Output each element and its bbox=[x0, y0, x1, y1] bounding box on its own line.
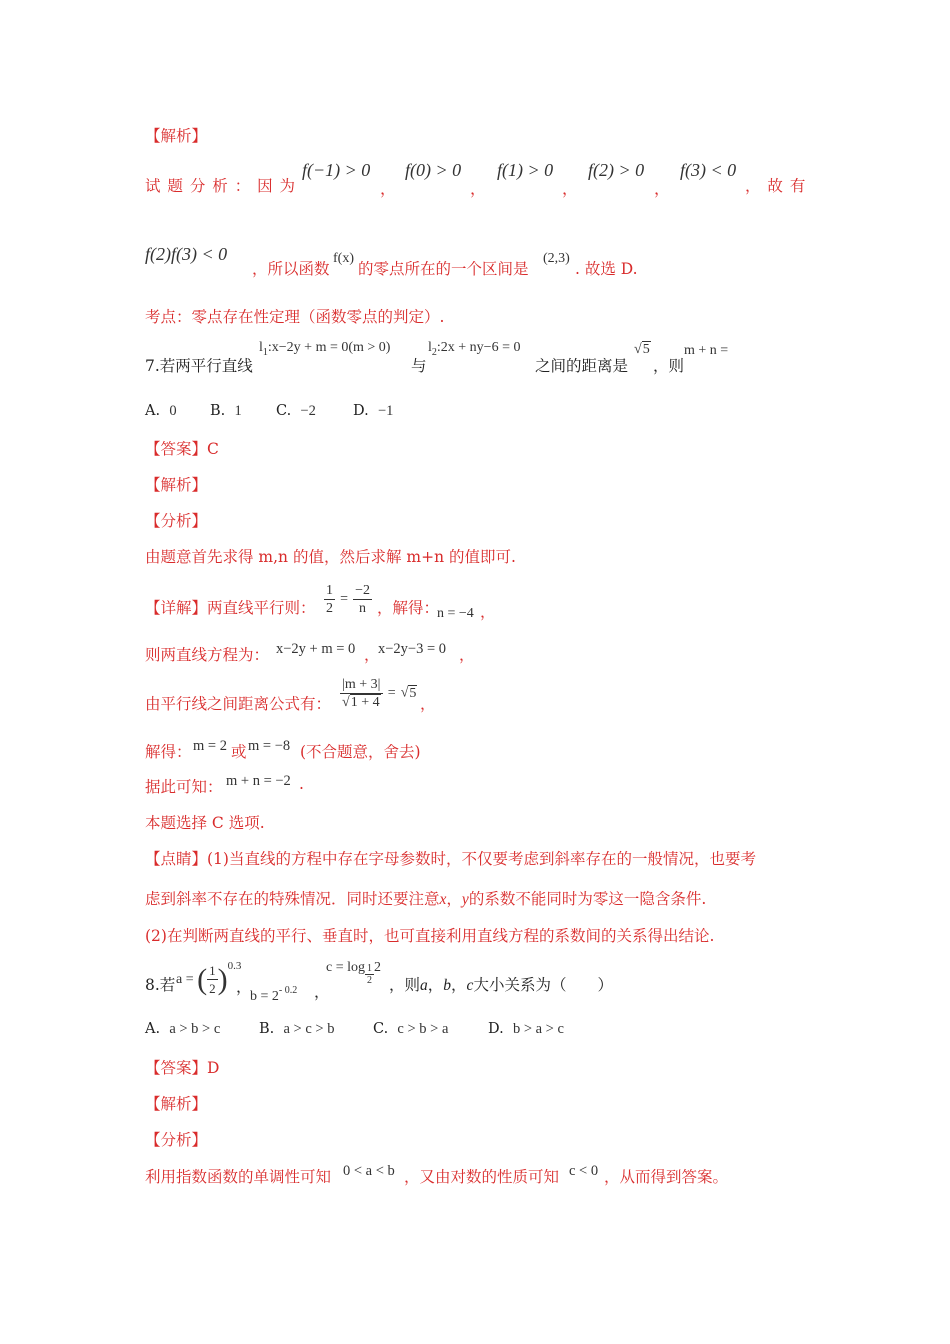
q7-know-end: . bbox=[299, 775, 304, 793]
q8-jiexi-heading: 【解析】 bbox=[145, 1095, 208, 1113]
q7-prefix: 7.若两平行直线 bbox=[145, 357, 253, 375]
q8-ineq2: c < 0 bbox=[569, 1163, 599, 1179]
q7-line2: $l_2:2x + ny-6 = 0$ bbox=[428, 340, 521, 358]
math-interval: (2,3) bbox=[543, 251, 570, 266]
q7-option-a: A. 0 bbox=[145, 403, 177, 419]
q7-fenxi-text: 由题意首先求得 m,n 的值，然后求解 m+n 的值即可. bbox=[145, 548, 516, 566]
q8-answer: 【答案】D bbox=[145, 1059, 220, 1077]
q7-sqrt5: √5 bbox=[634, 342, 650, 357]
q8-option-a: A. a > b > c bbox=[145, 1021, 221, 1037]
q7-dianjing-2: 虑到斜率不存在的特殊情况．同时还要注意x，y的系数不能同时为零这一隐含条件. bbox=[145, 890, 707, 908]
q8-fenxi-c: ，从而得到答案。 bbox=[604, 1168, 729, 1186]
q8-comma2: ， bbox=[314, 983, 330, 1001]
q7-dist-lead: 由平行线之间距离公式有： bbox=[145, 695, 332, 713]
comma: ， bbox=[470, 179, 487, 198]
q7-detail-lead: 【详解】两直线平行则： bbox=[145, 599, 316, 617]
q7-eq2: x−2y−3 = 0 bbox=[378, 641, 447, 657]
q7-eqs-end: ， bbox=[459, 646, 475, 664]
q8-comma1: ， bbox=[236, 978, 252, 996]
math-f-1: f(1) > 0 bbox=[497, 160, 554, 180]
q7-dist-text: 之间的距离是 bbox=[535, 357, 629, 375]
q7-solve: ，解得： bbox=[377, 599, 440, 617]
q7-know: m + n = −2 bbox=[226, 773, 291, 789]
q7-know-lead: 据此可知： bbox=[145, 778, 223, 796]
q7-fraction-half: $\frac{1}{2}$ = $\frac{-2}{n}$ bbox=[326, 583, 370, 616]
analysis-text-1: ，所以函数 bbox=[252, 260, 330, 278]
q7-n-value: n = −4 bbox=[437, 606, 474, 621]
q7-sol1: m = 2 bbox=[193, 738, 227, 754]
q7-sol-note: (不合题意，舍去) bbox=[300, 743, 421, 761]
math-f-0: f(0) > 0 bbox=[405, 160, 462, 180]
analysis-tail: ， 故 有 bbox=[745, 177, 807, 195]
analysis-text-3: . 故选 D. bbox=[575, 260, 638, 278]
q7-dianjing-1: 【点睛】(1)当直线的方程中存在字母参数时，不仅要考虑到斜率存在的一般情况，也要考 bbox=[145, 850, 756, 868]
q7-sol-lead: 解得： bbox=[145, 743, 192, 761]
q7-option-b: B. 1 bbox=[210, 403, 242, 419]
math-f-neg1: f(−1) > 0 bbox=[302, 160, 371, 180]
math-product: f(2)f(3) < 0 bbox=[145, 244, 228, 264]
q7-eqs-lead: 则两直线方程为： bbox=[145, 646, 270, 664]
q8-option-d: D. b > a > c bbox=[488, 1021, 564, 1037]
q7-fenxi-heading: 【分析】 bbox=[145, 512, 208, 530]
q8-a-def: a = ( $\frac{1}{2}$ )$^{0.3}$ bbox=[176, 960, 242, 997]
comma: ， bbox=[654, 179, 671, 198]
q7-sol-or: 或 bbox=[231, 743, 247, 761]
q7-eqs-sep: ， bbox=[364, 646, 380, 664]
q7-answer: 【答案】C bbox=[145, 440, 219, 458]
q7-choose: 本题选择 C 选项. bbox=[145, 814, 265, 832]
kaodian-line: 考点：零点存在性定理（函数零点的判定）. bbox=[145, 308, 445, 326]
section-heading-jiexi: 【解析】 bbox=[145, 127, 208, 145]
q8-option-b: B. a > c > b bbox=[259, 1021, 335, 1037]
q7-dianjing-3: (2)在判断两直线的平行、垂直时，也可直接利用直线方程的系数间的关系得出结论. bbox=[145, 927, 715, 945]
q7-eq1: x−2y + m = 0 bbox=[276, 641, 356, 657]
comma: ， bbox=[562, 179, 579, 198]
q8-option-c: C. c > b > a bbox=[373, 1021, 449, 1037]
math-f-2: f(2) > 0 bbox=[588, 160, 645, 180]
q7-option-c: C. −2 bbox=[276, 403, 316, 419]
q7-and: 与 bbox=[411, 357, 427, 375]
q7-distance-formula: $\frac{|m + 3|}{√1 + 4}$ = √5 bbox=[342, 677, 417, 710]
q7-jiexi-heading: 【解析】 bbox=[145, 476, 208, 494]
q7-line1: $l_1:x-2y + m = 0(m > 0)$ bbox=[259, 340, 391, 358]
q8-ineq1: 0 < a < b bbox=[343, 1163, 395, 1179]
comma: ， bbox=[380, 179, 397, 198]
q8-b-def: $b = 2^{- 0.2}$ bbox=[250, 985, 298, 1004]
q8-fenxi-heading: 【分析】 bbox=[145, 1131, 208, 1149]
q8-fenxi-b: ，又由对数的性质可知 bbox=[404, 1168, 560, 1186]
q8-c-def: c = log $\frac{1}{2}$ 2 bbox=[326, 960, 381, 986]
q7-dist-end: ， bbox=[420, 695, 436, 713]
math-fx: f(x) bbox=[333, 251, 354, 266]
q7-option-d: D. −1 bbox=[353, 403, 394, 419]
q8-rest: ，则a，b，c大小关系为（ ） bbox=[389, 976, 613, 994]
q7-n-comma: ， bbox=[480, 603, 496, 621]
analysis-text-2: 的零点所在的一个区间是 bbox=[358, 260, 529, 278]
q7-ask: m + n = bbox=[684, 343, 729, 358]
math-f-3: f(3) < 0 bbox=[680, 160, 737, 180]
q7-then: ，则 bbox=[653, 357, 685, 375]
q8-fenxi-a: 利用指数函数的单调性可知 bbox=[145, 1168, 332, 1186]
q7-sol2: m = −8 bbox=[248, 738, 291, 754]
q8-prefix: 8.若 bbox=[145, 976, 176, 994]
analysis-lead: 试 题 分 析 ： 因 为 bbox=[145, 177, 297, 195]
